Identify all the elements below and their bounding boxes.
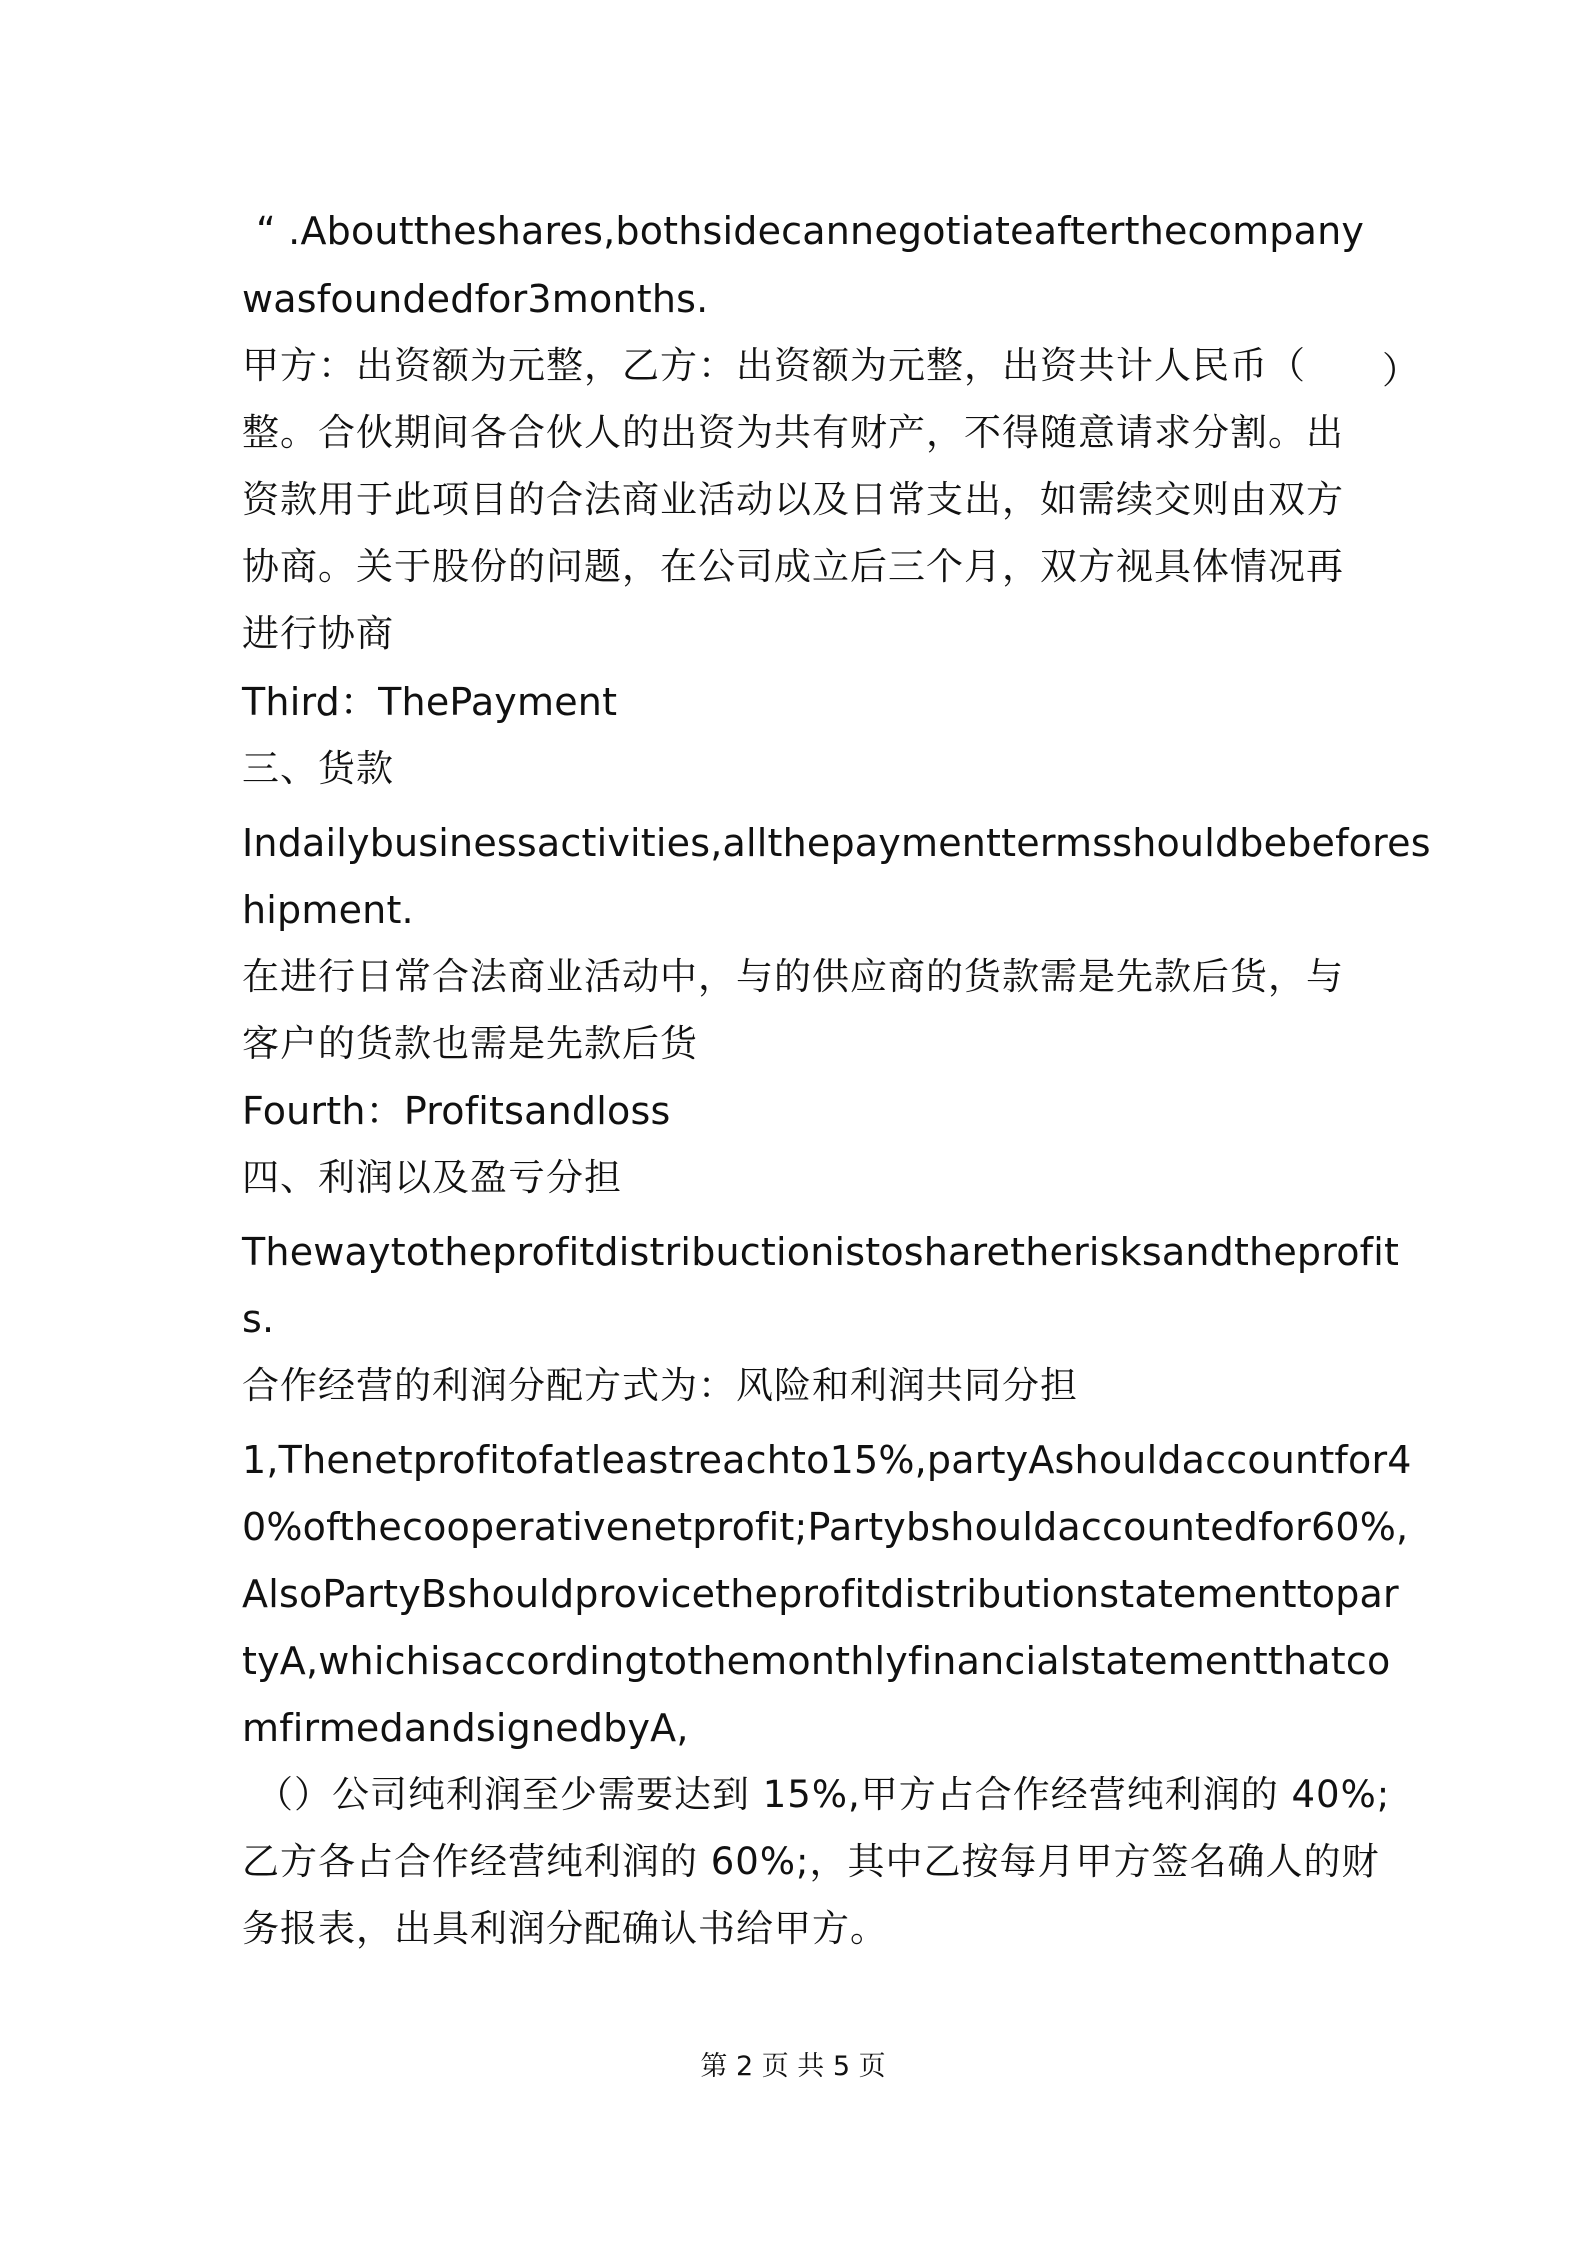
text-line-17: s. <box>242 1297 275 1341</box>
text-line-7: 进行协商 <box>242 612 394 655</box>
text-line-10: Indailybusinessactivities,allthepaymenttermsshouldbebefores <box>242 821 1431 865</box>
text-line-23: mfirmedandsignedbyA, <box>242 1706 689 1750</box>
text-line-13: 客户的货款也需是先款后货 <box>242 1022 698 1065</box>
text-line-18: 合作经营的利润分配方式为：风险和利润共同分担 <box>242 1364 1078 1407</box>
text-line-3: 甲方：出资额为元整，乙方：出资额为元整，出资共计人民币（ <box>242 344 1306 387</box>
section-heading-payment-cn: 三、货款 <box>242 747 394 790</box>
text-line-4: 整。合伙期间各合伙人的出资为共有财产，不得随意请求分割。出 <box>242 411 1344 454</box>
section-heading-third: Third：ThePayment <box>242 680 618 724</box>
text-line-2: wasfoundedfor3months. <box>242 277 709 321</box>
text-line-6: 协商。关于股份的问题，在公司成立后三个月，双方视具体情况再 <box>242 545 1344 588</box>
text-line-25: 乙方各占合作经营纯利润的 60%;，其中乙按每月甲方签名确人的财 <box>242 1840 1380 1883</box>
page-footer: 第 2 页 共 5 页 <box>700 2051 886 2082</box>
text-line-26: 务报表，出具利润分配确认书给甲方。 <box>242 1907 888 1950</box>
section-heading-profit-cn: 四、利润以及盈亏分担 <box>242 1156 622 1199</box>
text-line-16: Thewaytotheprofitdistribuctionistosharetherisksandtheprofit <box>242 1230 1400 1274</box>
text-line-19: 1,Thenetprofitofatleastreachto15%,partyAshouldaccountfor4 <box>242 1438 1412 1482</box>
text-line-12: 在进行日常合法商业活动中，与的供应商的货款需是先款后货，与 <box>242 955 1344 998</box>
text-line-24: （）公司纯利润至少需要达到 15%,甲方占合作经营纯利润的 40%; <box>256 1773 1391 1816</box>
text-line-21: AlsoPartyBshouldprovicetheprofitdistributionstatementtopar <box>242 1572 1399 1616</box>
text-line-20: 0%ofthecooperativenetprofit;Partybshouldaccountedfor60%, <box>242 1505 1409 1549</box>
text-line-11: hipment. <box>242 888 414 932</box>
section-heading-fourth: Fourth：Profitsandloss <box>242 1089 671 1133</box>
text-line-1: “ .Abouttheshares,bothsidecannegotiateafterthecompany <box>256 209 1365 253</box>
right-parenthesis: ） <box>1382 349 1419 392</box>
text-line-22: tyA,whichisaccordingtothemonthlyfinancialstatementthatco <box>242 1639 1391 1683</box>
text-line-5: 资款用于此项目的合法商业活动以及日常支出，如需续交则由双方 <box>242 478 1344 521</box>
